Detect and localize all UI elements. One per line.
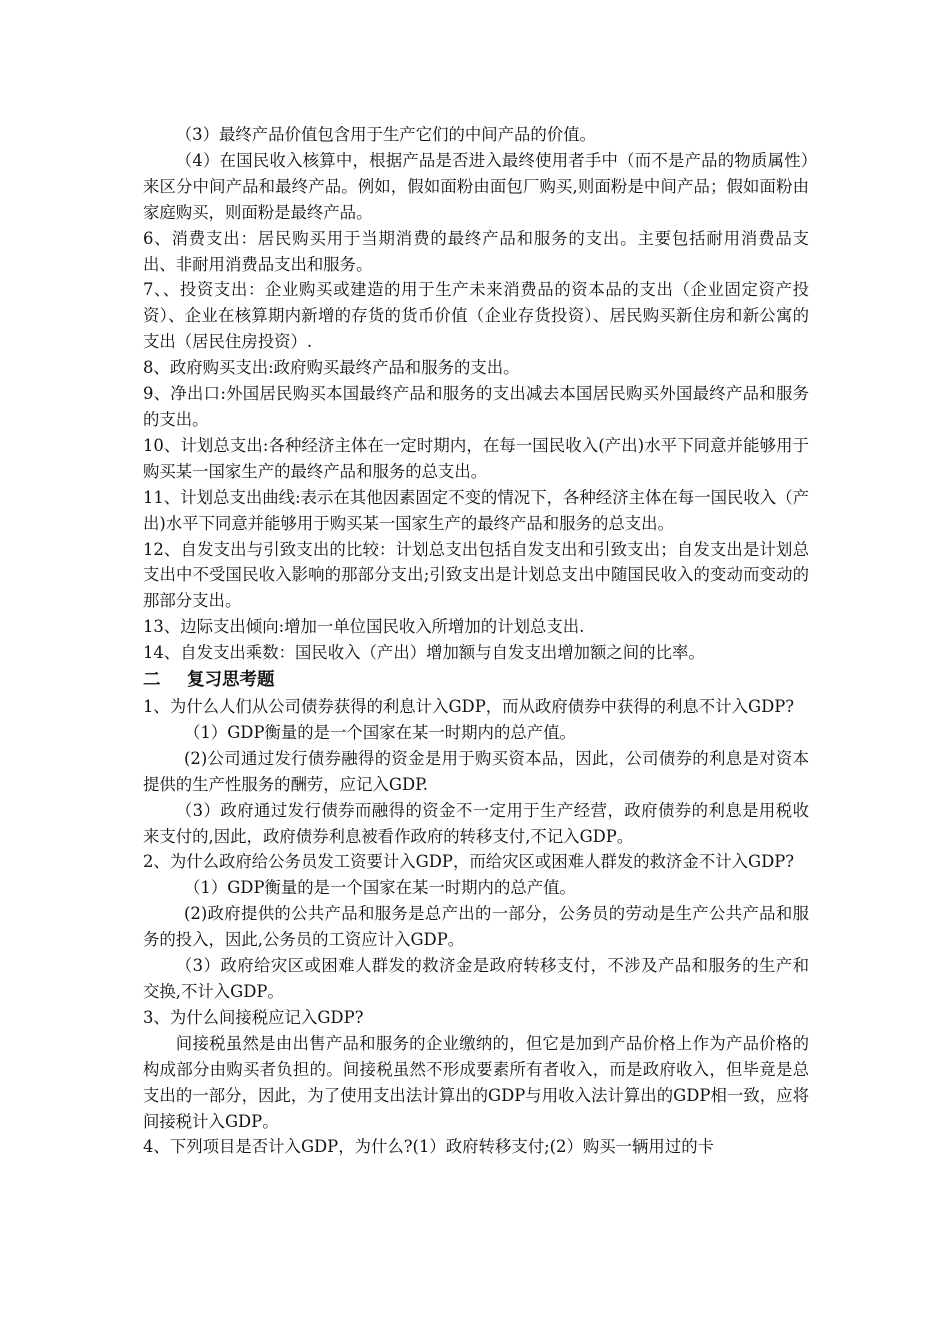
paragraph: 2、为什么政府给公务员发工资要计入GDP，而给灾区或困难人群发的救济金不计入GDP? <box>143 852 795 872</box>
paragraph: 3、为什么间接税应记入GDP? <box>143 1007 364 1027</box>
section-number: 二 <box>143 670 161 691</box>
paragraph: （4）在国民收入核算中，根据产品是否进入最终使用者手中（而不是产品的物质属性）来区分中间产品和最终产品。例如，假如面粉由面包厂购买,则面粉是中间产品；假如面粉由家庭购买，则面粉是最终产品。 <box>143 150 809 222</box>
paragraph: （3）最终产品价值包含用于生产它们的中间产品的价值。 <box>175 125 596 144</box>
paragraph: 6、消费支出：居民购买用于当期消费的最终产品和服务的支出。主要包括耐用消费品支出、非耐用消费品支出和服务。 <box>143 228 809 274</box>
paragraph: （3）政府给灾区或困难人群发的救济金是政府转移支付，不涉及产品和服务的生产和交换,不计入GDP。 <box>143 956 809 1001</box>
paragraph: 9、净出口:外国居民购买本国最终产品和服务的支出减去本国居民购买外国最终产品和服务的支出。 <box>143 384 809 429</box>
paragraph: (2)政府提供的公共产品和服务是总产出的一部分，公务员的劳动是生产公共产品和服务的投入，因此,公务员的工资应计入GDP。 <box>143 904 809 950</box>
document-body <box>143 122 809 1160</box>
paragraph: （3）政府通过发行债券而融得的资金不一定用于生产经营，政府债券的利息是用税收来支付的,因此，政府债券利息被看作政府的转移支付,不记入GDP。 <box>143 800 809 846</box>
paragraph: 10、计划总支出:各种经济主体在一定时期内，在每一国民收入(产出)水平下同意并能够用于购买某一国家生产的最终产品和服务的总支出。 <box>143 435 809 481</box>
definitions-section <box>143 122 809 666</box>
section-heading <box>143 666 809 694</box>
paragraph: 4、下列项目是否计入GDP，为什么?(1）政府转移支付;(2）购买一辆用过的卡 <box>143 1137 714 1157</box>
paragraph: 12、自发支出与引致支出的比较：计划总支出包括自发支出和引致支出；自发支出是计划总支出中不受国民收入影响的那部分支出;引致支出是计划总支出中随国民收入的变动而变动的那部分支出。 <box>143 539 809 611</box>
paragraph: 11、计划总支出曲线:表示在其他因素固定不变的情况下，各种经济主体在每一国民收入（产出)水平下同意并能够用于购买某一国家生产的最终产品和服务的总支出。 <box>143 487 809 533</box>
paragraph: (2)公司通过发行债券融得的资金是用于购买资本品，因此，公司债券的利息是对资本提供的生产性服务的酬劳，应记入GDP. <box>143 748 809 794</box>
paragraph: （1）GDP衡量的是一个国家在某一时期内的总产值。 <box>184 878 576 898</box>
paragraph: 间接税虽然是由出售产品和服务的企业缴纳的，但它是加到产品价格上作为产品价格的构成部分由购买者负担的。间接税虽然不形成要素所有者收入，而是政府收入，但毕竟是总支出的一部分，因此，为了使用支出法计算出的GDP与用收入法计算出的GDP相一致，应将间接税计入GDP。 <box>143 1033 809 1131</box>
section-title: 复习思考题 <box>187 670 275 691</box>
paragraph: 8、政府购买支出:政府购买最终产品和服务的支出。 <box>143 358 520 378</box>
review-questions-section <box>143 694 809 1160</box>
paragraph: （1）GDP衡量的是一个国家在某一时期内的总产值。 <box>184 722 576 742</box>
paragraph: 7、、投资支出：企业购买或建造的用于生产未来消费品的资本品的支出（企业固定资产投资）、企业在核算期内新增的存货的货币价值（企业存货投资）、居民购买新住房和新公寓的支出（居民住房投资）. <box>143 280 809 352</box>
paragraph: 1、为什么人们从公司债券获得的利息计入GDP，而从政府债券中获得的利息不计入GDP? <box>143 697 795 717</box>
paragraph: 14、自发支出乘数：国民收入（产出）增加额与自发支出增加额之间的比率。 <box>143 643 705 663</box>
paragraph: 13、边际支出倾向:增加一单位国民收入所增加的计划总支出. <box>143 617 585 637</box>
